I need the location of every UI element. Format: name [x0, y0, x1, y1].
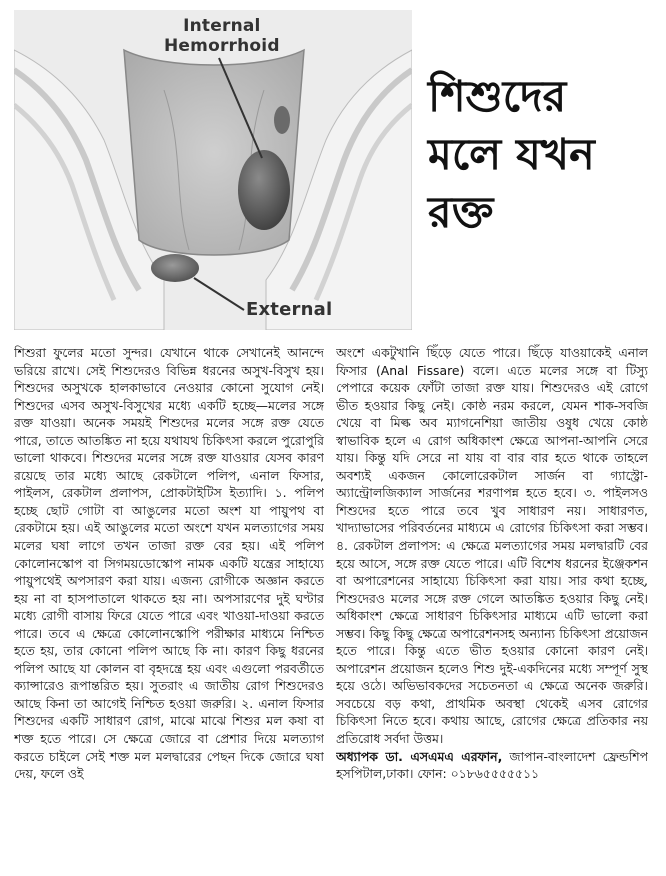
article-headline	[428, 68, 660, 242]
internal-hemorrhoid-label	[164, 16, 280, 56]
headline-line1: শিশুদের	[428, 72, 567, 122]
article-body-left: শিশুরা ফুলের মতো সুন্দর। যেখানে থাকে সেখানেই আনন্দে ভরিয়ে রাখে। সেই শিশুদেরও বিভিন্ন ধরনের অসুখ-বিসুখ হয়। শিশুদের অসুখকে হালকাভাবে নেওয়ার কোনো সুযোগ নেই। শিশুদের এসব অসুখ-বিসুখের মধ্যে একটি হচ্ছে—মলের সঙ্গে রক্ত যাওয়া। অনেক সময়ই শিশুদের মলের সঙ্গে রক্ত যেতে পারে, তাতে আতঙ্কিত না হয়ে যথাযথ চিকিৎসা করলে পুরোপুরি ভালো থাকবে। শিশুদের মলের সঙ্গে রক্ত যাওয়ার যেসব কারণ রয়েছে তার মধ্যে আছে রেকটালে পলিপ, এনাল ফিসার, পাইলস, রেকটাল প্রলাপস, প্রোকটাইটিস ইত্যাদি। ১. পলিপ হচ্ছে ছোট গোটা বা আঙুলের মতো অংশ যা পায়ুপথ বা রেকটামে হয়। এই আঙুলের মতো অংশে যখন মলত্যাগের সময় মলের ঘষা লাগে তখন তাজা রক্ত বের হয়। এই পলিপ কোলোনস্কোপ বা সিগময়ডোস্কোপ নামক একটি যন্ত্রের সাহায্যে পায়ুপথেই অপসারণ করা যায়। এজন্য রোগীকে অজ্ঞান করতে হয় না বা হাসপাতালে থাকতে হয় না। অপসারণের দুই ঘণ্টার মধ্যে রোগী বাসায় ফিরে যেতে পারে এবং খাওয়া-দাওয়া করতে পারে। তবে এ ক্ষেত্রে কোলোনস্কোপি পরীক্ষার মাধ্যমে নিশ্চিত হতে হয়, তার কোনো পলিপ আছে কি না। কারণ কিছু ধরনের পলিপ আছে যা কোলন বা বৃহদন্ত্রে হয় এবং এগুলো পরবর্তীতে ক্যান্সারেও রূপান্তরিত হয়। সুতরাং এ জাতীয় রোগ শিশুদেরও আছে কিনা তা আগেই নিশ্চিত হওয়া জরুরি। ২. এনাল ফিসার শিশুদের একটি সাধারণ রোগ, মাঝে মাঝে শিশুর মল কষা বা শক্ত হতে পারে। সে ক্ষেত্রে জোরে বা প্রেশার দিয়ে মলত্যাগ করতে চাইলে সেই শক্ত মল মলদ্বারের পেছন দিকে জোরে ঘষা দেয়, ফলে ওই	[14, 345, 324, 782]
external-hemorrhoid-shape	[151, 254, 199, 282]
author-affiliation: জাপান-বাংলাদেশ ফ্রেন্ডশিপ হসপিটাল,ঢাকা। ফোন: ০১৮৬৫৫৫৫৫১১	[336, 748, 648, 782]
hemorrhoid-illustration	[14, 10, 412, 330]
headline-line3: রক্ত	[428, 188, 494, 238]
internal-hemorrhoid-shape	[238, 150, 290, 230]
author-name: অধ্যাপক ডা. এসএমএ এরফান,	[336, 748, 503, 764]
headline-line2: মলে যখন	[428, 130, 595, 180]
external-hemorrhoid-label: External	[246, 299, 333, 320]
author-byline	[336, 748, 648, 783]
anatomy-drawing	[14, 10, 412, 330]
internal-label-line1: Internal	[183, 16, 261, 36]
article-column-left	[14, 344, 324, 864]
article-column-right	[336, 344, 648, 864]
internal-label-line2: Hemorrhoid	[164, 36, 280, 56]
article-body-right: অংশে একটুখানি ছিঁড়ে যেতে পারে। ছিঁড়ে যাওয়াকেই এনাল ফিসার (Anal Fissare) বলে। এতে মলের সঙ্গে বা টিস্যু পেপারে কয়েক ফোঁটা তাজা রক্ত যায়। শিশুদেরও এই রোগে ভীত হওয়ার কিছু নেই। কোষ্ঠ নরম করলে, যেমন শাক-সবজি খেয়ে বা মিল্ক অব ম্যাগনেশিয়া জাতীয় ওষুধ খেয়ে কোষ্ঠ স্বাভাবিক হলে এ রোগ অধিকাংশ ক্ষেত্রে আপনা-আপনি সেরে যায়। কিন্তু যদি সেরে না যায় বা বার বার হতে থাকে তাহলে অবশ্যই একজন কোলোরেকটাল সার্জন বা গ্যাস্ট্রো-অ্যান্ট্রোলজিক্যাল সার্জনের শরণাপন্ন হতে হবে। ৩. পাইলসও শিশুদের হতে পারে তবে খুব সাধারণ নয়। সাধারণত, খাদ্যাভাসের পরিবর্তনের মাধ্যমে এ রোগের চিকিৎসা করা সম্ভব। ৪. রেকটাল প্রলাপস: এ ক্ষেত্রে মলত্যাগের সময় মলদ্বারটি বের হয়ে আসে, সঙ্গে রক্ত যেতে পারে। এটি বিশেষ ধরনের ইঞ্জেকশন বা অপারেশনের সাহায্যে চিকিৎসা করা যায়। সার কথা হচ্ছে, শিশুদেরও মলের সঙ্গে রক্ত গেলে আতঙ্কিত হওয়ার কিছু নেই। অধিকাংশ ক্ষেত্রে সাধারণ চিকিৎসার মাধ্যমে এটি ভালো করা সম্ভব। কিছু কিছু ক্ষেত্রে অপারেশনসহ অন্যান্য চিকিৎসা প্রয়োজন হতে পারে। কিন্তু এতে ভীত হওয়ার কোনো কারণ নেই। অপারেশন প্রয়োজন হলেও শিশু দুই-একদিনের মধ্যে সম্পূর্ণ সুস্থ হয়ে ওঠে। অভিভাবকদের সচেতনতা এ ক্ষেত্রে অনেক জরুরি। সবচেয়ে বড় কথা, প্রাথমিক অবস্থা থেকেই এসব রোগের চিকিৎসা নিতে হবে। কথায় আছে, রোগের ক্ষেত্রে প্রতিকার নয় প্রতিরোধ সর্বদা উত্তম।	[336, 345, 648, 747]
